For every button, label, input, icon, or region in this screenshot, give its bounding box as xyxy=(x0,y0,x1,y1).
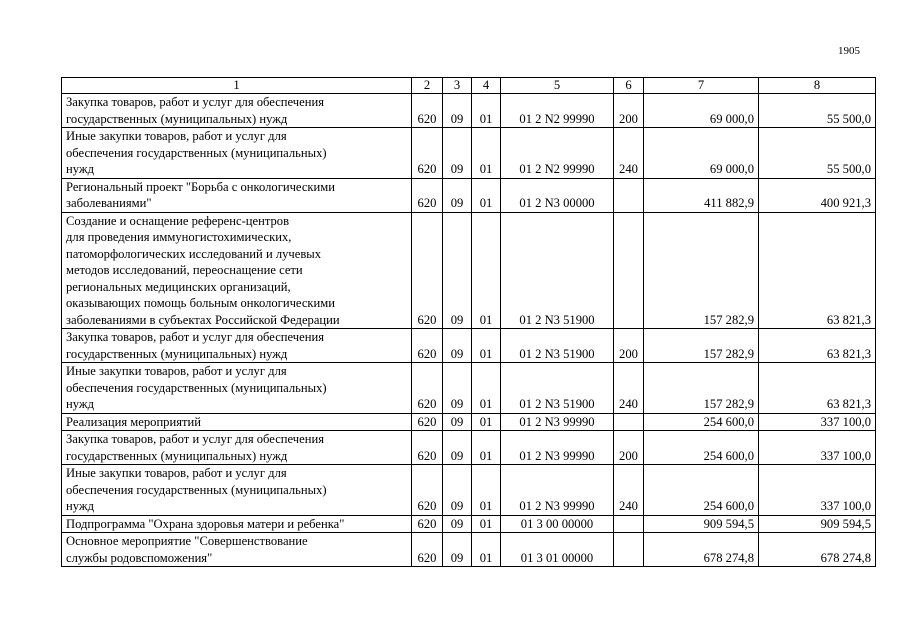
amount-year1-cell: 157 282,9 xyxy=(644,363,759,414)
amount-year1-cell: 157 282,9 xyxy=(644,329,759,363)
header-cell: 3 xyxy=(443,78,472,94)
expense-type-cell xyxy=(614,533,644,567)
expense-type-cell: 200 xyxy=(614,329,644,363)
section-code-cell: 09 xyxy=(443,212,472,329)
table-row xyxy=(62,94,876,128)
target-article-cell: 01 2 N3 99990 xyxy=(501,431,614,465)
header-cell: 5 xyxy=(501,78,614,94)
table-row xyxy=(62,178,876,212)
section-code-cell: 09 xyxy=(443,178,472,212)
target-article-cell: 01 2 N3 51900 xyxy=(501,363,614,414)
amount-year2-cell: 678 274,8 xyxy=(759,533,876,567)
row-name-cell: Подпрограмма "Охрана здоровья матери и ребенка" xyxy=(62,515,412,533)
subsection-code-cell: 01 xyxy=(472,515,501,533)
section-code-cell: 09 xyxy=(443,431,472,465)
ministry-code-cell: 620 xyxy=(412,465,443,516)
header-cell: 2 xyxy=(412,78,443,94)
expense-type-cell xyxy=(614,178,644,212)
subsection-code-cell: 01 xyxy=(472,363,501,414)
target-article-cell: 01 2 N2 99990 xyxy=(501,128,614,179)
target-article-cell: 01 2 N2 99990 xyxy=(501,94,614,128)
ministry-code-cell: 620 xyxy=(412,212,443,329)
amount-year1-cell: 411 882,9 xyxy=(644,178,759,212)
target-article-cell: 01 3 01 00000 xyxy=(501,533,614,567)
amount-year1-cell: 909 594,5 xyxy=(644,515,759,533)
table-body xyxy=(62,94,876,567)
table-row xyxy=(62,212,876,329)
expense-type-cell xyxy=(614,413,644,431)
amount-year2-cell: 400 921,3 xyxy=(759,178,876,212)
target-article-cell: 01 2 N3 00000 xyxy=(501,178,614,212)
subsection-code-cell: 01 xyxy=(472,178,501,212)
table-row xyxy=(62,465,876,516)
ministry-code-cell: 620 xyxy=(412,178,443,212)
amount-year2-cell: 63 821,3 xyxy=(759,363,876,414)
row-name-cell: Закупка товаров, работ и услуг для обеспечения государственных (муниципальных) нужд xyxy=(62,329,412,363)
table-row xyxy=(62,533,876,567)
section-code-cell: 09 xyxy=(443,128,472,179)
subsection-code-cell: 01 xyxy=(472,329,501,363)
amount-year2-cell: 337 100,0 xyxy=(759,431,876,465)
amount-year2-cell: 55 500,0 xyxy=(759,128,876,179)
table-row xyxy=(62,431,876,465)
ministry-code-cell: 620 xyxy=(412,533,443,567)
target-article-cell: 01 3 00 00000 xyxy=(501,515,614,533)
row-name-cell: Закупка товаров, работ и услуг для обеспечения государственных (муниципальных) нужд xyxy=(62,94,412,128)
expense-type-cell xyxy=(614,515,644,533)
amount-year1-cell: 254 600,0 xyxy=(644,431,759,465)
amount-year2-cell: 337 100,0 xyxy=(759,465,876,516)
expense-type-cell: 200 xyxy=(614,431,644,465)
row-name-cell: Создание и оснащение референс-центров для проведения иммуногистохимических, патоморфологических исследований и лучевых методов исследований, переоснащение сети региональных медицинских организаций, оказывающих помощь больным онкологическими заболеваниями в субъектах Российской Федерации xyxy=(62,212,412,329)
target-article-cell: 01 2 N3 99990 xyxy=(501,465,614,516)
target-article-cell: 01 2 N3 51900 xyxy=(501,212,614,329)
expense-type-cell: 240 xyxy=(614,128,644,179)
amount-year2-cell: 55 500,0 xyxy=(759,94,876,128)
amount-year1-cell: 69 000,0 xyxy=(644,94,759,128)
header-cell: 8 xyxy=(759,78,876,94)
row-name-cell: Иные закупки товаров, работ и услуг для обеспечения государственных (муниципальных) нужд xyxy=(62,465,412,516)
subsection-code-cell: 01 xyxy=(472,413,501,431)
ministry-code-cell: 620 xyxy=(412,515,443,533)
amount-year1-cell: 254 600,0 xyxy=(644,413,759,431)
table-row xyxy=(62,413,876,431)
expense-type-cell xyxy=(614,212,644,329)
ministry-code-cell: 620 xyxy=(412,413,443,431)
expense-type-cell: 240 xyxy=(614,465,644,516)
amount-year1-cell: 254 600,0 xyxy=(644,465,759,516)
row-name-cell: Реализация мероприятий xyxy=(62,413,412,431)
section-code-cell: 09 xyxy=(443,465,472,516)
ministry-code-cell: 620 xyxy=(412,128,443,179)
target-article-cell: 01 2 N3 99990 xyxy=(501,413,614,431)
amount-year2-cell: 909 594,5 xyxy=(759,515,876,533)
amount-year2-cell: 63 821,3 xyxy=(759,212,876,329)
subsection-code-cell: 01 xyxy=(472,212,501,329)
subsection-code-cell: 01 xyxy=(472,128,501,179)
ministry-code-cell: 620 xyxy=(412,94,443,128)
ministry-code-cell: 620 xyxy=(412,431,443,465)
row-name-cell: Иные закупки товаров, работ и услуг для обеспечения государственных (муниципальных) нужд xyxy=(62,128,412,179)
ministry-code-cell: 620 xyxy=(412,329,443,363)
amount-year2-cell: 337 100,0 xyxy=(759,413,876,431)
section-code-cell: 09 xyxy=(443,329,472,363)
expense-type-cell: 200 xyxy=(614,94,644,128)
section-code-cell: 09 xyxy=(443,413,472,431)
budget-table xyxy=(61,77,876,567)
subsection-code-cell: 01 xyxy=(472,94,501,128)
header-row xyxy=(62,78,876,94)
table-row xyxy=(62,329,876,363)
amount-year1-cell: 69 000,0 xyxy=(644,128,759,179)
section-code-cell: 09 xyxy=(443,515,472,533)
header-cell: 4 xyxy=(472,78,501,94)
row-name-cell: Закупка товаров, работ и услуг для обеспечения государственных (муниципальных) нужд xyxy=(62,431,412,465)
section-code-cell: 09 xyxy=(443,533,472,567)
amount-year1-cell: 157 282,9 xyxy=(644,212,759,329)
page-number: 1905 xyxy=(838,45,860,57)
header-cell: 1 xyxy=(62,78,412,94)
amount-year1-cell: 678 274,8 xyxy=(644,533,759,567)
table-row xyxy=(62,128,876,179)
row-name-cell: Иные закупки товаров, работ и услуг для обеспечения государственных (муниципальных) нужд xyxy=(62,363,412,414)
row-name-cell: Региональный проект "Борьба с онкологическими заболеваниями" xyxy=(62,178,412,212)
target-article-cell: 01 2 N3 51900 xyxy=(501,329,614,363)
amount-year2-cell: 63 821,3 xyxy=(759,329,876,363)
subsection-code-cell: 01 xyxy=(472,465,501,516)
header-cell: 6 xyxy=(614,78,644,94)
section-code-cell: 09 xyxy=(443,363,472,414)
expense-type-cell: 240 xyxy=(614,363,644,414)
table-row xyxy=(62,515,876,533)
header-cell: 7 xyxy=(644,78,759,94)
row-name-cell: Основное мероприятие "Совершенствование службы родовспоможения" xyxy=(62,533,412,567)
subsection-code-cell: 01 xyxy=(472,431,501,465)
section-code-cell: 09 xyxy=(443,94,472,128)
table-row xyxy=(62,363,876,414)
subsection-code-cell: 01 xyxy=(472,533,501,567)
ministry-code-cell: 620 xyxy=(412,363,443,414)
